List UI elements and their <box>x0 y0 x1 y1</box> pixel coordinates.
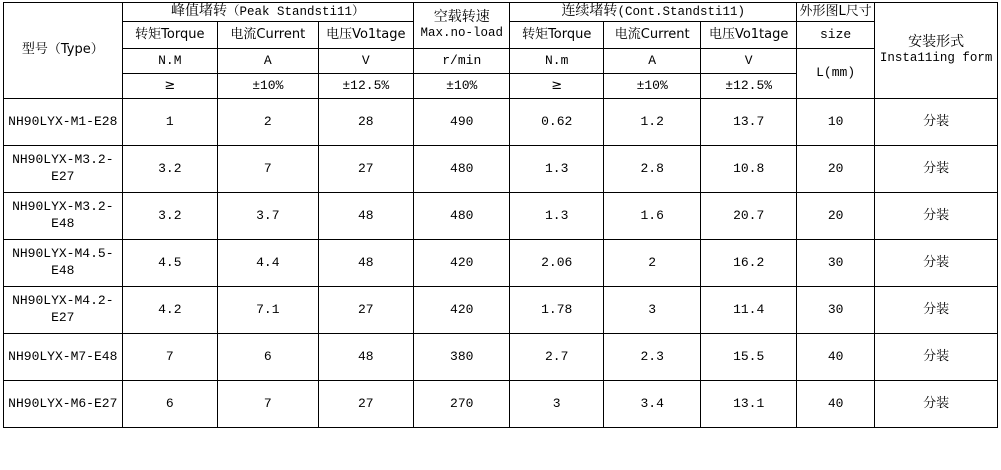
cell-cont-current: 3 <box>603 286 700 333</box>
cell-peak-voltage: 48 <box>318 192 413 239</box>
cell-peak-torque: 7 <box>122 333 217 380</box>
cell-peak-torque: 1 <box>122 98 217 145</box>
cell-no-load-speed: 380 <box>414 333 510 380</box>
cell-cont-current: 1.6 <box>603 192 700 239</box>
header-tol-noload: ±10% <box>414 73 510 98</box>
header-unit-peak-voltage: V <box>318 48 413 73</box>
table-row <box>4 333 998 380</box>
header-group-install-cn: 安装形式 <box>908 33 965 50</box>
table-row <box>4 286 998 333</box>
header-group-install-en: Insta11ing form <box>879 51 993 66</box>
cell-install: 分装 <box>875 145 998 192</box>
header-group-install <box>875 3 998 99</box>
cell-type: NH90LYX-M4.5-E48 <box>4 239 123 286</box>
table-row <box>4 145 998 192</box>
cell-cont-voltage: 15.5 <box>701 333 797 380</box>
header-group-noload-en: Max.no-load <box>420 26 503 41</box>
header-group-peak-en: （Peak Standsti11） <box>227 5 365 19</box>
header-unit-size: L(mm) <box>796 48 874 98</box>
header-sub-cont-torque: 转矩Torque <box>510 21 603 48</box>
cell-install: 分装 <box>875 98 998 145</box>
cell-cont-current: 2.3 <box>603 333 700 380</box>
cell-no-load-speed: 480 <box>414 192 510 239</box>
cell-peak-current: 2 <box>218 98 319 145</box>
header-group-noload-cn: 空载转速 <box>433 8 490 25</box>
header-group-size: 外形图L尺寸 <box>796 3 874 22</box>
cell-type: NH90LYX-M4.2-E27 <box>4 286 123 333</box>
header-sub-size: size <box>796 21 874 48</box>
header-unit-peak-torque: N.M <box>122 48 217 73</box>
cell-cont-current: 3.4 <box>603 380 700 427</box>
cell-cont-torque: 1.3 <box>510 145 603 192</box>
cell-install: 分装 <box>875 286 998 333</box>
cell-size-l: 40 <box>796 380 874 427</box>
cell-cont-voltage: 13.1 <box>701 380 797 427</box>
cell-cont-torque: 2.06 <box>510 239 603 286</box>
cell-cont-current: 1.2 <box>603 98 700 145</box>
cell-size-l: 30 <box>796 286 874 333</box>
header-unit-cont-voltage: V <box>701 48 797 73</box>
cell-peak-torque: 3.2 <box>122 145 217 192</box>
cell-cont-voltage: 11.4 <box>701 286 797 333</box>
header-sub-cont-voltage: 电压Vo1tage <box>701 21 797 48</box>
cell-size-l: 30 <box>796 239 874 286</box>
cell-cont-torque: 1.3 <box>510 192 603 239</box>
cell-peak-voltage: 27 <box>318 380 413 427</box>
cell-peak-torque: 3.2 <box>122 192 217 239</box>
cell-peak-current: 7 <box>218 145 319 192</box>
cell-type: NH90LYX-M3.2-E27 <box>4 145 123 192</box>
cell-cont-voltage: 16.2 <box>701 239 797 286</box>
cell-cont-torque: 0.62 <box>510 98 603 145</box>
cell-cont-current: 2 <box>603 239 700 286</box>
cell-type: NH90LYX-M1-E28 <box>4 98 123 145</box>
cell-peak-torque: 4.2 <box>122 286 217 333</box>
header-sub-peak-torque: 转矩Torque <box>122 21 217 48</box>
header-group-cont-cn: 连续堵转 <box>561 3 618 19</box>
cell-peak-torque: 4.5 <box>122 239 217 286</box>
cell-size-l: 40 <box>796 333 874 380</box>
header-group-peak <box>122 3 413 22</box>
header-unit-peak-current: A <box>218 48 319 73</box>
motor-spec-table <box>3 2 998 428</box>
cell-size-l: 20 <box>796 192 874 239</box>
cell-type: NH90LYX-M3.2-E48 <box>4 192 123 239</box>
cell-peak-voltage: 27 <box>318 145 413 192</box>
header-unit-noload: r/min <box>414 48 510 73</box>
header-tol-peak-current: ±10% <box>218 73 319 98</box>
cell-size-l: 20 <box>796 145 874 192</box>
cell-peak-current: 7 <box>218 380 319 427</box>
cell-no-load-speed: 420 <box>414 239 510 286</box>
cell-type: NH90LYX-M6-E27 <box>4 380 123 427</box>
cell-no-load-speed: 480 <box>414 145 510 192</box>
header-unit-cont-current: A <box>603 48 700 73</box>
cell-cont-torque: 2.7 <box>510 333 603 380</box>
cell-peak-voltage: 48 <box>318 333 413 380</box>
cell-peak-current: 3.7 <box>218 192 319 239</box>
cell-no-load-speed: 490 <box>414 98 510 145</box>
header-group-noload <box>414 3 510 49</box>
header-row-groups <box>4 3 998 22</box>
cell-peak-voltage: 28 <box>318 98 413 145</box>
table-row <box>4 192 998 239</box>
cell-peak-voltage: 48 <box>318 239 413 286</box>
cell-no-load-speed: 270 <box>414 380 510 427</box>
cell-cont-torque: 1.78 <box>510 286 603 333</box>
header-tol-peak-torque: ≥ <box>122 73 217 98</box>
header-sub-peak-voltage: 电压Vo1tage <box>318 21 413 48</box>
header-sub-cont-current: 电流Current <box>603 21 700 48</box>
cell-install: 分装 <box>875 239 998 286</box>
cell-cont-voltage: 10.8 <box>701 145 797 192</box>
table-row <box>4 239 998 286</box>
header-tol-cont-current: ±10% <box>603 73 700 98</box>
cell-cont-torque: 3 <box>510 380 603 427</box>
cell-peak-current: 7.1 <box>218 286 319 333</box>
table-row <box>4 98 998 145</box>
cell-cont-voltage: 20.7 <box>701 192 797 239</box>
cell-type: NH90LYX-M7-E48 <box>4 333 123 380</box>
header-tol-cont-torque: ≥ <box>510 73 603 98</box>
header-sub-peak-current: 电流Current <box>218 21 319 48</box>
cell-peak-current: 4.4 <box>218 239 319 286</box>
cell-install: 分装 <box>875 380 998 427</box>
cell-peak-current: 6 <box>218 333 319 380</box>
header-row-units <box>4 48 998 73</box>
header-group-cont <box>510 3 796 22</box>
cell-peak-torque: 6 <box>122 380 217 427</box>
header-unit-cont-torque: N.m <box>510 48 603 73</box>
cell-size-l: 10 <box>796 98 874 145</box>
cell-no-load-speed: 420 <box>414 286 510 333</box>
cell-cont-voltage: 13.7 <box>701 98 797 145</box>
cell-peak-voltage: 27 <box>318 286 413 333</box>
cell-install: 分装 <box>875 333 998 380</box>
header-tol-peak-voltage: ±12.5% <box>318 73 413 98</box>
cell-cont-current: 2.8 <box>603 145 700 192</box>
table-row <box>4 380 998 427</box>
header-group-peak-cn: 峰值堵转 <box>171 3 228 19</box>
cell-install: 分装 <box>875 192 998 239</box>
header-tol-cont-voltage: ±12.5% <box>701 73 797 98</box>
header-type: 型号（Type） <box>4 3 123 99</box>
header-group-cont-en: (Cont.Standsti11) <box>617 5 745 19</box>
